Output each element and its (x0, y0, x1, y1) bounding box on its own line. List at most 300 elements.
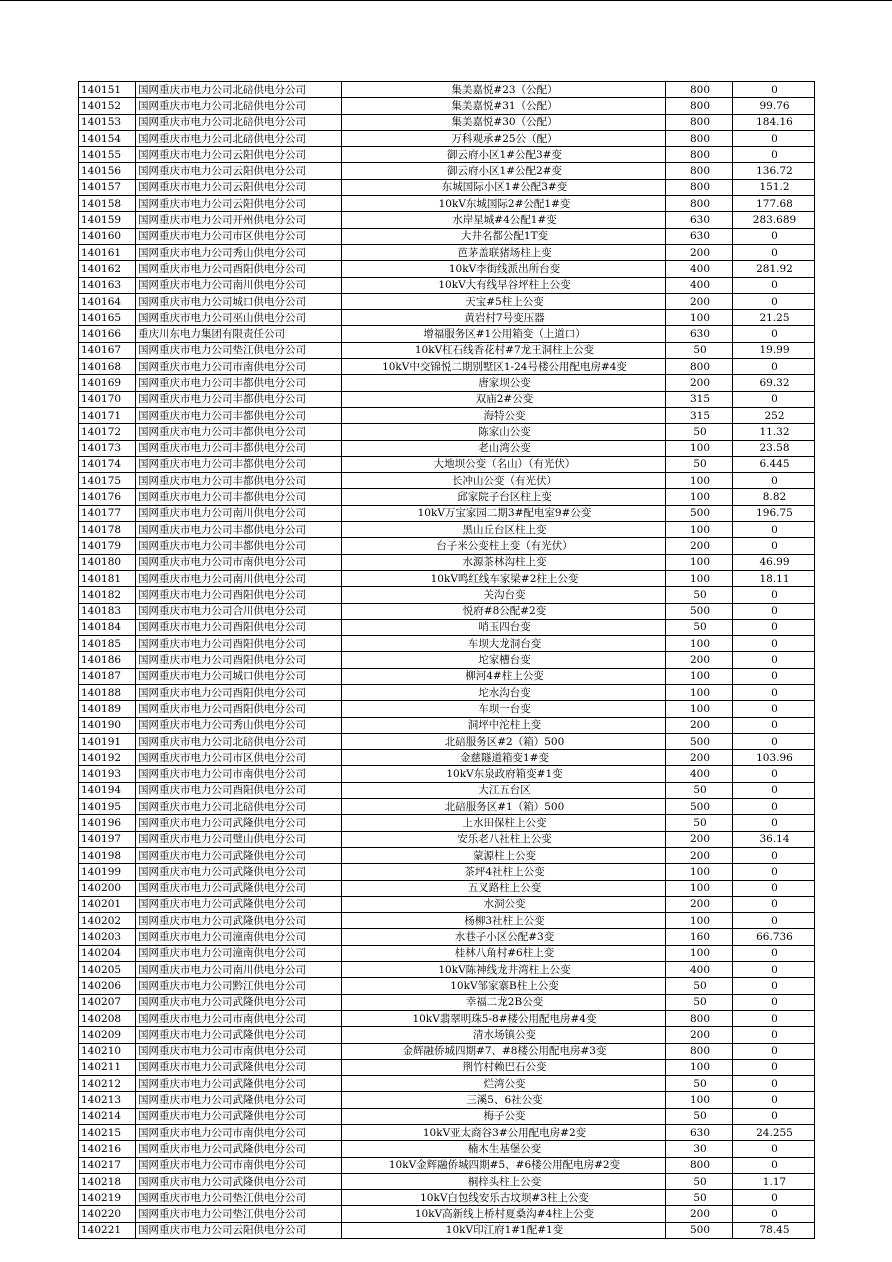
capacity-cell: 800 (666, 130, 733, 146)
transformer-name-cell: 洞坪中沱柱上变 (342, 717, 666, 733)
transformer-name-cell: 陈家山公变 (342, 424, 666, 440)
row-id-cell: 140190 (79, 717, 136, 733)
capacity-cell: 800 (666, 82, 733, 98)
capacity-cell: 100 (666, 489, 733, 505)
value-cell: 0 (733, 1043, 815, 1059)
capacity-cell: 50 (666, 424, 733, 440)
transformer-name-cell: 三溪5、6社公变 (342, 1092, 666, 1108)
transformer-name-cell: 10kV金辉融侨城四期#5、#6楼公用配电房#2变 (342, 1157, 666, 1173)
company-cell: 国网重庆市电力公司市南供电分公司 (136, 1010, 342, 1026)
table-row (79, 1076, 815, 1092)
row-id-cell: 140183 (79, 603, 136, 619)
value-cell: 252 (733, 407, 815, 423)
capacity-cell: 100 (666, 473, 733, 489)
table-row (79, 277, 815, 293)
capacity-cell: 800 (666, 1010, 733, 1026)
transformer-name-cell: 坨水沟台变 (342, 684, 666, 700)
company-cell: 国网重庆市电力公司丰都供电分公司 (136, 407, 342, 423)
capacity-cell: 50 (666, 994, 733, 1010)
company-cell: 国网重庆市电力公司武隆供电分公司 (136, 864, 342, 880)
table-row (79, 505, 815, 521)
value-cell: 0 (733, 293, 815, 309)
company-cell: 国网重庆市电力公司武隆供电分公司 (136, 1092, 342, 1108)
company-cell: 国网重庆市电力公司酉阳供电分公司 (136, 684, 342, 700)
capacity-cell: 400 (666, 766, 733, 782)
company-cell: 国网重庆市电力公司丰都供电分公司 (136, 489, 342, 505)
value-cell: 66.736 (733, 929, 815, 945)
company-cell: 国网重庆市电力公司市区供电分公司 (136, 228, 342, 244)
capacity-cell: 50 (666, 456, 733, 472)
value-cell: 0 (733, 864, 815, 880)
transformer-name-cell: 增福服务区#1公用箱变（上道口） (342, 326, 666, 342)
table-row (79, 163, 815, 179)
row-id-cell: 140178 (79, 522, 136, 538)
table-row (79, 473, 815, 489)
company-cell: 国网重庆市电力公司北碚供电分公司 (136, 98, 342, 114)
capacity-cell: 100 (666, 554, 733, 570)
company-cell: 国网重庆市电力公司北碚供电分公司 (136, 733, 342, 749)
company-cell: 国网重庆市电力公司市南供电分公司 (136, 766, 342, 782)
capacity-cell: 800 (666, 1157, 733, 1173)
row-id-cell: 140170 (79, 391, 136, 407)
value-cell: 281.92 (733, 261, 815, 277)
transformer-name-cell: 水洞公变 (342, 896, 666, 912)
value-cell: 151.2 (733, 179, 815, 195)
transformer-name-cell: 金辉融侨城四期#7、#8楼公用配电房#3变 (342, 1043, 666, 1059)
company-cell: 国网重庆市电力公司武隆供电分公司 (136, 1141, 342, 1157)
capacity-cell: 50 (666, 1108, 733, 1124)
company-cell: 国网重庆市电力公司丰都供电分公司 (136, 391, 342, 407)
row-id-cell: 140157 (79, 179, 136, 195)
transformer-name-cell: 10kV万宝家园二期3#配电室9#公变 (342, 505, 666, 521)
value-cell: 36.14 (733, 831, 815, 847)
value-cell: 0 (733, 766, 815, 782)
capacity-cell: 200 (666, 1206, 733, 1222)
capacity-cell: 100 (666, 864, 733, 880)
transformer-name-cell: 台子米公变柱上变（有光伏） (342, 538, 666, 554)
transformer-name-cell: 10kV白包线安乐古坟坝#3柱上公变 (342, 1190, 666, 1206)
company-cell: 国网重庆市电力公司丰都供电分公司 (136, 522, 342, 538)
row-id-cell: 140159 (79, 212, 136, 228)
capacity-cell: 50 (666, 1190, 733, 1206)
company-cell: 国网重庆市电力公司开州供电分公司 (136, 212, 342, 228)
transformer-name-cell: 10kV翡翠明珠5-8#楼公用配电房#4变 (342, 1010, 666, 1026)
capacity-cell: 100 (666, 701, 733, 717)
value-cell: 177.68 (733, 196, 815, 212)
capacity-cell: 100 (666, 636, 733, 652)
row-id-cell: 140191 (79, 733, 136, 749)
capacity-cell: 800 (666, 179, 733, 195)
capacity-cell: 100 (666, 522, 733, 538)
company-cell: 国网重庆市电力公司武隆供电分公司 (136, 1059, 342, 1075)
table-row (79, 130, 815, 146)
table-row (79, 407, 815, 423)
transformer-name-cell: 唐家坝公变 (342, 375, 666, 391)
value-cell: 0 (733, 717, 815, 733)
company-cell: 国网重庆市电力公司武隆供电分公司 (136, 815, 342, 831)
capacity-cell: 100 (666, 668, 733, 684)
row-id-cell: 140214 (79, 1108, 136, 1124)
row-id-cell: 140193 (79, 766, 136, 782)
row-id-cell: 140216 (79, 1141, 136, 1157)
row-id-cell: 140186 (79, 652, 136, 668)
row-id-cell: 140180 (79, 554, 136, 570)
transformer-name-cell: 万科观承#25公（配） (342, 130, 666, 146)
transformer-name-cell: 10kV印江府1#1配#1变 (342, 1222, 666, 1238)
transformer-name-cell: 楠木生基堡公变 (342, 1141, 666, 1157)
value-cell: 0 (733, 228, 815, 244)
transformer-name-cell: 10kV杠石线香花村#7龙王洞柱上公变 (342, 342, 666, 358)
capacity-cell: 100 (666, 570, 733, 586)
value-cell: 0 (733, 587, 815, 603)
capacity-cell: 800 (666, 1043, 733, 1059)
table-row (79, 896, 815, 912)
capacity-cell: 500 (666, 603, 733, 619)
transformer-name-cell: 水源茶林沟柱上变 (342, 554, 666, 570)
company-cell: 国网重庆市电力公司武隆供电分公司 (136, 896, 342, 912)
company-cell: 国网重庆市电力公司丰都供电分公司 (136, 375, 342, 391)
transformer-name-cell: 金慈隧道箱变1#变 (342, 750, 666, 766)
row-id-cell: 140192 (79, 750, 136, 766)
company-cell: 国网重庆市电力公司武隆供电分公司 (136, 1076, 342, 1092)
table-row (79, 782, 815, 798)
value-cell: 0 (733, 538, 815, 554)
table-row (79, 799, 815, 815)
company-cell: 国网重庆市电力公司武隆供电分公司 (136, 1108, 342, 1124)
transformer-name-cell: 10kV李街线派出所台变 (342, 261, 666, 277)
company-cell: 国网重庆市电力公司市南供电分公司 (136, 554, 342, 570)
company-cell: 国网重庆市电力公司市南供电分公司 (136, 1157, 342, 1173)
capacity-cell: 500 (666, 733, 733, 749)
capacity-cell: 50 (666, 1173, 733, 1189)
company-cell: 国网重庆市电力公司酉阳供电分公司 (136, 636, 342, 652)
company-cell: 国网重庆市电力公司武隆供电分公司 (136, 880, 342, 896)
row-id-cell: 140152 (79, 98, 136, 114)
row-id-cell: 140213 (79, 1092, 136, 1108)
transformer-name-cell: 10kV中交锦悦二期别墅区1-24号楼公用配电房#4变 (342, 359, 666, 375)
value-cell: 0 (733, 326, 815, 342)
company-cell: 国网重庆市电力公司垫江供电分公司 (136, 342, 342, 358)
company-cell: 国网重庆市电力公司丰都供电分公司 (136, 456, 342, 472)
transformer-name-cell: 幸福二龙2B公变 (342, 994, 666, 1010)
value-cell: 0 (733, 945, 815, 961)
value-cell: 23.58 (733, 440, 815, 456)
table-row (79, 684, 815, 700)
value-cell: 19.99 (733, 342, 815, 358)
company-cell: 国网重庆市电力公司丰都供电分公司 (136, 424, 342, 440)
table-row (79, 326, 815, 342)
capacity-cell: 100 (666, 684, 733, 700)
transformer-name-cell: 10kV陈神线龙井湾柱上公变 (342, 962, 666, 978)
row-id-cell: 140189 (79, 701, 136, 717)
company-cell: 重庆川东电力集团有限责任公司 (136, 326, 342, 342)
row-id-cell: 140218 (79, 1173, 136, 1189)
row-id-cell: 140181 (79, 570, 136, 586)
row-id-cell: 140201 (79, 896, 136, 912)
transformer-name-cell: 烂湾公变 (342, 1076, 666, 1092)
company-cell: 国网重庆市电力公司丰都供电分公司 (136, 440, 342, 456)
value-cell: 0 (733, 147, 815, 163)
table-row (79, 228, 815, 244)
capacity-cell: 100 (666, 945, 733, 961)
transformer-name-cell: 黄岩村7号变压器 (342, 310, 666, 326)
table-row (79, 619, 815, 635)
transformer-name-cell: 大江五台区 (342, 782, 666, 798)
company-cell: 国网重庆市电力公司市区供电分公司 (136, 750, 342, 766)
capacity-cell: 200 (666, 831, 733, 847)
value-cell: 0 (733, 799, 815, 815)
row-id-cell: 140211 (79, 1059, 136, 1075)
value-cell: 0 (733, 668, 815, 684)
capacity-cell: 630 (666, 228, 733, 244)
transformer-name-cell: 御云府小区1#公配3#变 (342, 147, 666, 163)
value-cell: 103.96 (733, 750, 815, 766)
table-row (79, 538, 815, 554)
capacity-cell: 400 (666, 261, 733, 277)
company-cell: 国网重庆市电力公司武隆供电分公司 (136, 994, 342, 1010)
row-id-cell: 140165 (79, 310, 136, 326)
table-row (79, 489, 815, 505)
value-cell: 0 (733, 1076, 815, 1092)
transformer-name-cell: 老山湾公变 (342, 440, 666, 456)
capacity-cell: 100 (666, 880, 733, 896)
table-row (79, 815, 815, 831)
value-cell: 283.689 (733, 212, 815, 228)
company-cell: 国网重庆市电力公司云阳供电分公司 (136, 179, 342, 195)
value-cell: 46.99 (733, 554, 815, 570)
row-id-cell: 140185 (79, 636, 136, 652)
row-id-cell: 140168 (79, 359, 136, 375)
value-cell: 11.32 (733, 424, 815, 440)
value-cell: 0 (733, 962, 815, 978)
capacity-cell: 200 (666, 896, 733, 912)
value-cell: 0 (733, 684, 815, 700)
table-row (79, 293, 815, 309)
row-id-cell: 140219 (79, 1190, 136, 1206)
row-id-cell: 140155 (79, 147, 136, 163)
capacity-cell: 50 (666, 619, 733, 635)
company-cell: 国网重庆市电力公司云阳供电分公司 (136, 163, 342, 179)
table-row (79, 147, 815, 163)
table-row (79, 864, 815, 880)
company-cell: 国网重庆市电力公司璧山供电分公司 (136, 831, 342, 847)
capacity-cell: 800 (666, 163, 733, 179)
transformer-name-cell: 10kV高新线上桥村夏桑沟#4柱上公变 (342, 1206, 666, 1222)
value-cell: 196.75 (733, 505, 815, 521)
value-cell: 0 (733, 1010, 815, 1026)
table-row (79, 359, 815, 375)
row-id-cell: 140215 (79, 1125, 136, 1141)
row-id-cell: 140179 (79, 538, 136, 554)
row-id-cell: 140217 (79, 1157, 136, 1173)
value-cell: 184.16 (733, 114, 815, 130)
capacity-cell: 50 (666, 978, 733, 994)
transformer-name-cell: 天宝#5柱上公变 (342, 293, 666, 309)
page-top-rule (0, 0, 892, 1)
transformer-name-cell: 东城国际小区1#公配3#变 (342, 179, 666, 195)
row-id-cell: 140184 (79, 619, 136, 635)
value-cell: 0 (733, 913, 815, 929)
table-row (79, 554, 815, 570)
capacity-cell: 200 (666, 652, 733, 668)
company-cell: 国网重庆市电力公司云阳供电分公司 (136, 147, 342, 163)
table-row (79, 717, 815, 733)
company-cell: 国网重庆市电力公司市南供电分公司 (136, 359, 342, 375)
row-id-cell: 140205 (79, 962, 136, 978)
table-row (79, 701, 815, 717)
capacity-cell: 315 (666, 407, 733, 423)
value-cell: 0 (733, 652, 815, 668)
value-cell: 0 (733, 994, 815, 1010)
transformer-name-cell: 桐梓头柱上公变 (342, 1173, 666, 1189)
company-cell: 国网重庆市电力公司秀山供电分公司 (136, 244, 342, 260)
table-row (79, 1010, 815, 1026)
value-cell: 0 (733, 1027, 815, 1043)
value-cell: 0 (733, 1059, 815, 1075)
value-cell: 0 (733, 1092, 815, 1108)
row-id-cell: 140156 (79, 163, 136, 179)
table-row (79, 391, 815, 407)
company-cell: 国网重庆市电力公司武隆供电分公司 (136, 1173, 342, 1189)
capacity-cell: 100 (666, 440, 733, 456)
table-row (79, 962, 815, 978)
company-cell: 国网重庆市电力公司丰都供电分公司 (136, 473, 342, 489)
table-body (79, 82, 815, 1239)
capacity-cell: 200 (666, 1027, 733, 1043)
row-id-cell: 140166 (79, 326, 136, 342)
transformer-name-cell: 集美嘉悦#23（公配） (342, 82, 666, 98)
row-id-cell: 140167 (79, 342, 136, 358)
table-row (79, 1141, 815, 1157)
capacity-cell: 200 (666, 750, 733, 766)
capacity-cell: 100 (666, 1092, 733, 1108)
value-cell: 24.255 (733, 1125, 815, 1141)
table-row (79, 652, 815, 668)
row-id-cell: 140207 (79, 994, 136, 1010)
row-id-cell: 140206 (79, 978, 136, 994)
table-row (79, 179, 815, 195)
value-cell: 0 (733, 603, 815, 619)
value-cell: 0 (733, 636, 815, 652)
value-cell: 136.72 (733, 163, 815, 179)
table-row (79, 1027, 815, 1043)
row-id-cell: 140204 (79, 945, 136, 961)
table-row (79, 668, 815, 684)
value-cell: 0 (733, 82, 815, 98)
table-row (79, 978, 815, 994)
table-row (79, 831, 815, 847)
table-row (79, 1222, 815, 1238)
company-cell: 国网重庆市电力公司酉阳供电分公司 (136, 587, 342, 603)
table-row (79, 1125, 815, 1141)
company-cell: 国网重庆市电力公司潼南供电分公司 (136, 945, 342, 961)
capacity-cell: 50 (666, 815, 733, 831)
capacity-cell: 100 (666, 913, 733, 929)
value-cell: 6.445 (733, 456, 815, 472)
value-cell: 0 (733, 473, 815, 489)
transformer-name-cell: 10kV鸣红线车家梁#2柱上公变 (342, 570, 666, 586)
row-id-cell: 140187 (79, 668, 136, 684)
value-cell: 0 (733, 1206, 815, 1222)
capacity-cell: 400 (666, 277, 733, 293)
row-id-cell: 140158 (79, 196, 136, 212)
table-row (79, 342, 815, 358)
capacity-cell: 50 (666, 587, 733, 603)
company-cell: 国网重庆市电力公司城口供电分公司 (136, 668, 342, 684)
capacity-cell: 500 (666, 1222, 733, 1238)
company-cell: 国网重庆市电力公司市南供电分公司 (136, 1125, 342, 1141)
row-id-cell: 140198 (79, 847, 136, 863)
capacity-cell: 200 (666, 538, 733, 554)
transformer-name-cell: 10kV亚太商谷3#公用配电房#2变 (342, 1125, 666, 1141)
company-cell: 国网重庆市电力公司城口供电分公司 (136, 293, 342, 309)
table-row (79, 1043, 815, 1059)
company-cell: 国网重庆市电力公司秀山供电分公司 (136, 717, 342, 733)
transformer-name-cell: 北碚服务区#2（箱）500 (342, 733, 666, 749)
row-id-cell: 140200 (79, 880, 136, 896)
table-row (79, 375, 815, 391)
capacity-cell: 200 (666, 717, 733, 733)
row-id-cell: 140199 (79, 864, 136, 880)
transformer-name-cell: 悦府#8公配#2变 (342, 603, 666, 619)
transformer-name-cell: 黑山丘台区柱上变 (342, 522, 666, 538)
row-id-cell: 140197 (79, 831, 136, 847)
row-id-cell: 140188 (79, 684, 136, 700)
company-cell: 国网重庆市电力公司云阳供电分公司 (136, 196, 342, 212)
transformer-name-cell: 安乐老八社柱上公变 (342, 831, 666, 847)
table-row (79, 1173, 815, 1189)
capacity-cell: 50 (666, 782, 733, 798)
row-id-cell: 140194 (79, 782, 136, 798)
value-cell: 0 (733, 701, 815, 717)
value-cell: 78.45 (733, 1222, 815, 1238)
transformer-name-cell: 梅子公变 (342, 1108, 666, 1124)
transformer-name-cell: 上水田保柱上公变 (342, 815, 666, 831)
row-id-cell: 140182 (79, 587, 136, 603)
company-cell: 国网重庆市电力公司丰都供电分公司 (136, 538, 342, 554)
value-cell: 0 (733, 1141, 815, 1157)
table-row (79, 1108, 815, 1124)
value-cell: 0 (733, 978, 815, 994)
row-id-cell: 140210 (79, 1043, 136, 1059)
table-row (79, 636, 815, 652)
value-cell: 18.11 (733, 570, 815, 586)
company-cell: 国网重庆市电力公司南川供电分公司 (136, 505, 342, 521)
company-cell: 国网重庆市电力公司南川供电分公司 (136, 962, 342, 978)
table-row (79, 994, 815, 1010)
value-cell: 0 (733, 733, 815, 749)
value-cell: 99.76 (733, 98, 815, 114)
row-id-cell: 140212 (79, 1076, 136, 1092)
table-row (79, 98, 815, 114)
table-row (79, 570, 815, 586)
table-row (79, 913, 815, 929)
row-id-cell: 140153 (79, 114, 136, 130)
capacity-cell: 50 (666, 342, 733, 358)
capacity-cell: 400 (666, 962, 733, 978)
capacity-cell: 200 (666, 293, 733, 309)
value-cell: 0 (733, 130, 815, 146)
transformer-name-cell: 蒙源柱上公变 (342, 847, 666, 863)
company-cell: 国网重庆市电力公司垫江供电分公司 (136, 1190, 342, 1206)
transformer-name-cell: 水岸星城#4公配1#变 (342, 212, 666, 228)
table-row (79, 244, 815, 260)
transformer-name-cell: 大井名都公配1T变 (342, 228, 666, 244)
value-cell: 0 (733, 359, 815, 375)
row-id-cell: 140176 (79, 489, 136, 505)
transformer-name-cell: 海特公变 (342, 407, 666, 423)
transformer-name-cell: 车坝一台变 (342, 701, 666, 717)
